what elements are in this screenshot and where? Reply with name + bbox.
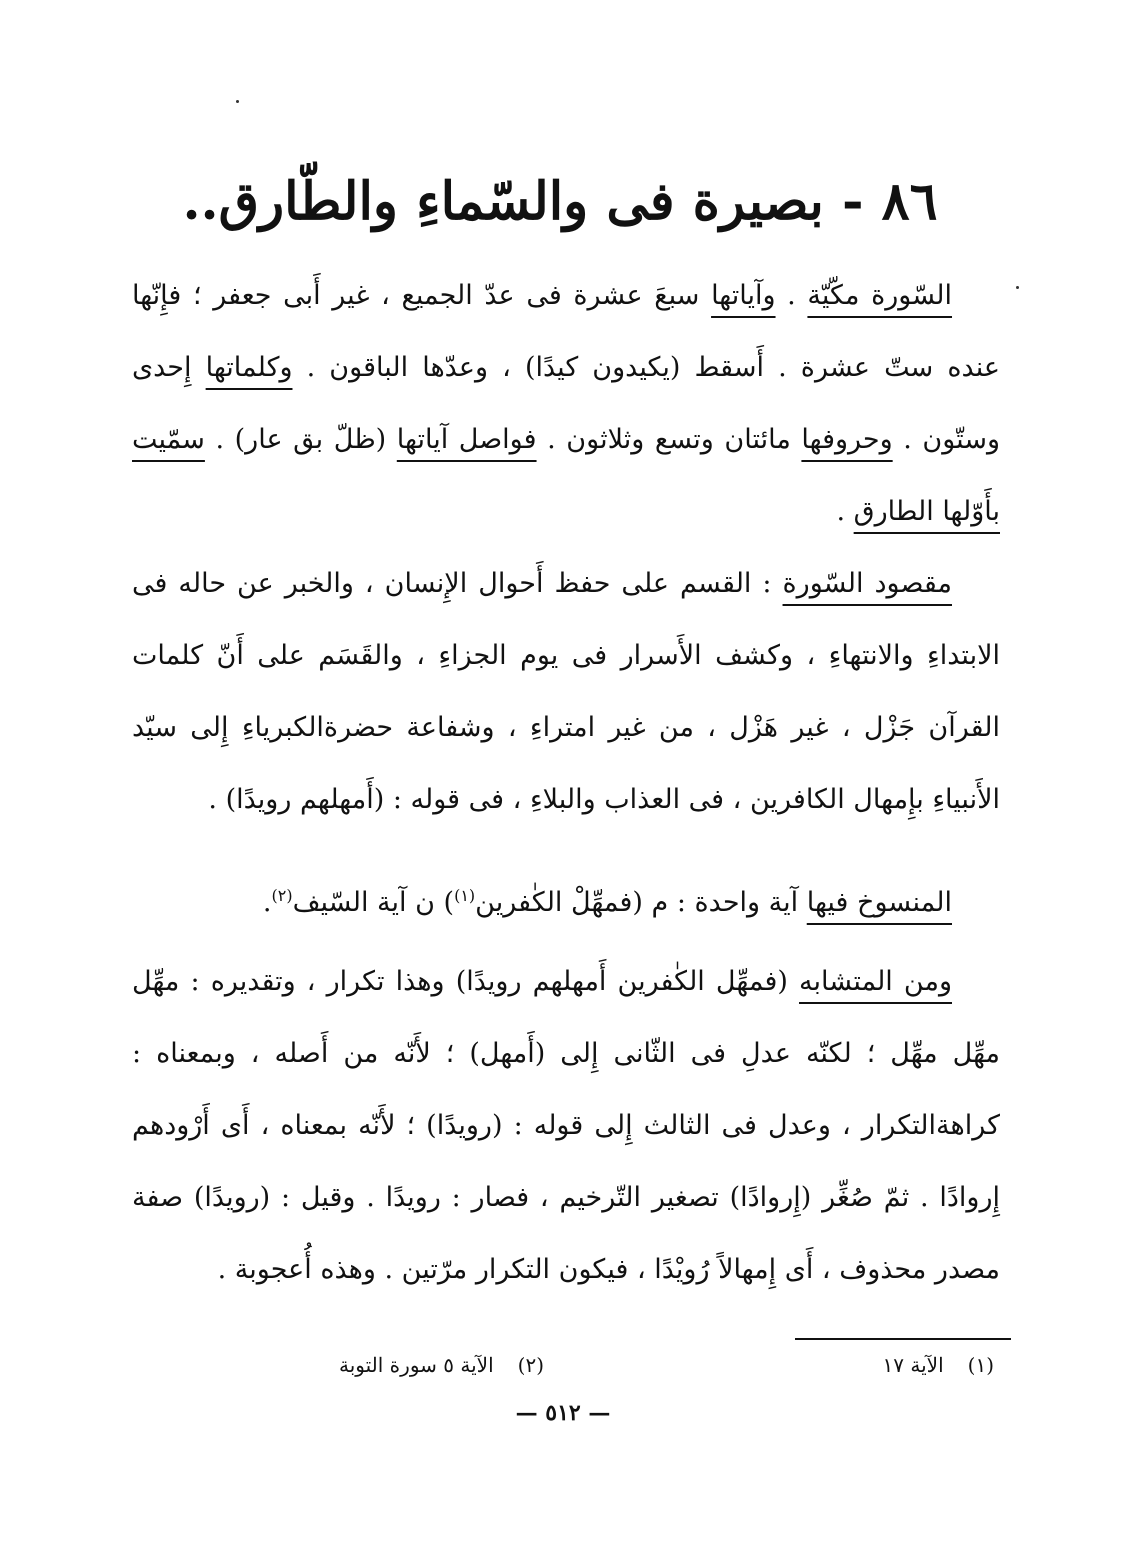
footnote-text: الآية ٥ سورة التوبة	[339, 1353, 494, 1377]
scan-speck	[1016, 286, 1019, 289]
footnote-2	[339, 1348, 544, 1382]
text-run: إِحدى وستّون .	[132, 352, 1000, 455]
footnote-number: (٢)	[517, 1353, 544, 1377]
paragraph-intro	[132, 260, 1000, 548]
surah-type-label: السّورة مكّيّة	[807, 280, 953, 311]
text-run: سبعَ عشرة فى عدّ الجميع ، غير أَبى جعفر ؛ فإِنّها عنده ستّ عشرة . أَسقط (يكيدون كيدًا) ، وعدّها الباقون .	[132, 280, 1000, 383]
abrogated-end: .	[262, 887, 272, 918]
similar-label: ومن المتشابه	[799, 966, 952, 997]
verses-label: وآياتها	[711, 280, 776, 311]
footnote-ref-1[interactable]: (١)	[454, 886, 476, 905]
scan-speck	[236, 100, 239, 103]
footnote-divider	[795, 1338, 1011, 1340]
footnote-ref-2[interactable]: (٢)	[271, 886, 293, 905]
text-run: .	[775, 280, 808, 311]
text-run: مائتان وتسع وثلاثون .	[536, 424, 802, 455]
text-run: .	[836, 496, 854, 527]
abrogated-text-2: ) ن آية السّيف	[292, 887, 455, 918]
text-run: (ظلّ بق عار) .	[204, 424, 397, 455]
paragraph-purpose	[132, 548, 1000, 836]
footnote-text: الآية ١٧	[882, 1353, 944, 1377]
similar-text: (فمهِّل الكٰفرين أَمهلهم رويدًا) وهذا تكرار ، وتقديره : مهِّل مهِّل مهِّل ؛ لكنّه عدلِ فى الثّانى إِلى (أَمهل) ؛ لأَنّه من أَصله ، وبمعناه : كراهةالتكرار ، وعدل فى الثالث إِلى قوله : (رويدًا) ؛ لأَنّه بمعناه ، أَى أَرْودهم إِروادًا . ثمّ صُغِّر (إِروادًا) تصغير التّرخيم ، فصار : رويدًا . وقيل : (رويدًا) صفة مصدر محذوف ، أَى إِمهالاً رُويْدًا ، فيكون التكرار مرّتين . وهذه أُعجوبة .	[132, 966, 1000, 1285]
abrogated-text: آية واحدة : م (فمهِّلْ الكٰفرين	[475, 887, 807, 918]
paragraph-similar	[132, 946, 1000, 1306]
purpose-text: : القسم على حفظ أَحوال الإِنسان ، والخبر عن حاله فى الابتداءِ والانتهاءِ ، وكشف الأَسرار فى يوم الجزاءِ ، والقَسَم على أَنّ كلمات القرآن جَزْل ، غير هَزْل ، من غير امتراءِ ، وشفاعة حضرةالكبرياءِ إِلى سيّد الأَنبياءِ بإِمهال الكافرين ، فى العذاب والبلاءِ ، فى قوله : (أَمهلهم رويدًا) .	[132, 568, 1000, 815]
words-label: وكلماتها	[205, 352, 293, 383]
chapter-title: ٨٦ - بصيرة فى والسّماءِ والطّارق..	[182, 171, 938, 232]
footnote-1	[883, 1348, 994, 1382]
purpose-label: مقصود السّورة	[782, 568, 952, 599]
letters-label: وحروفها	[801, 424, 893, 455]
abrogated-label: المنسوخ فيها	[806, 887, 952, 918]
verse-endings-label: فواصل آياتها	[396, 424, 537, 455]
footnote-number: (١)	[967, 1353, 994, 1377]
naming-label: سمّيت بأَوّلها الطارق	[132, 424, 1000, 527]
paragraph-abrogated	[132, 860, 1000, 939]
page-number: — ٥١٢ —	[515, 1400, 611, 1426]
